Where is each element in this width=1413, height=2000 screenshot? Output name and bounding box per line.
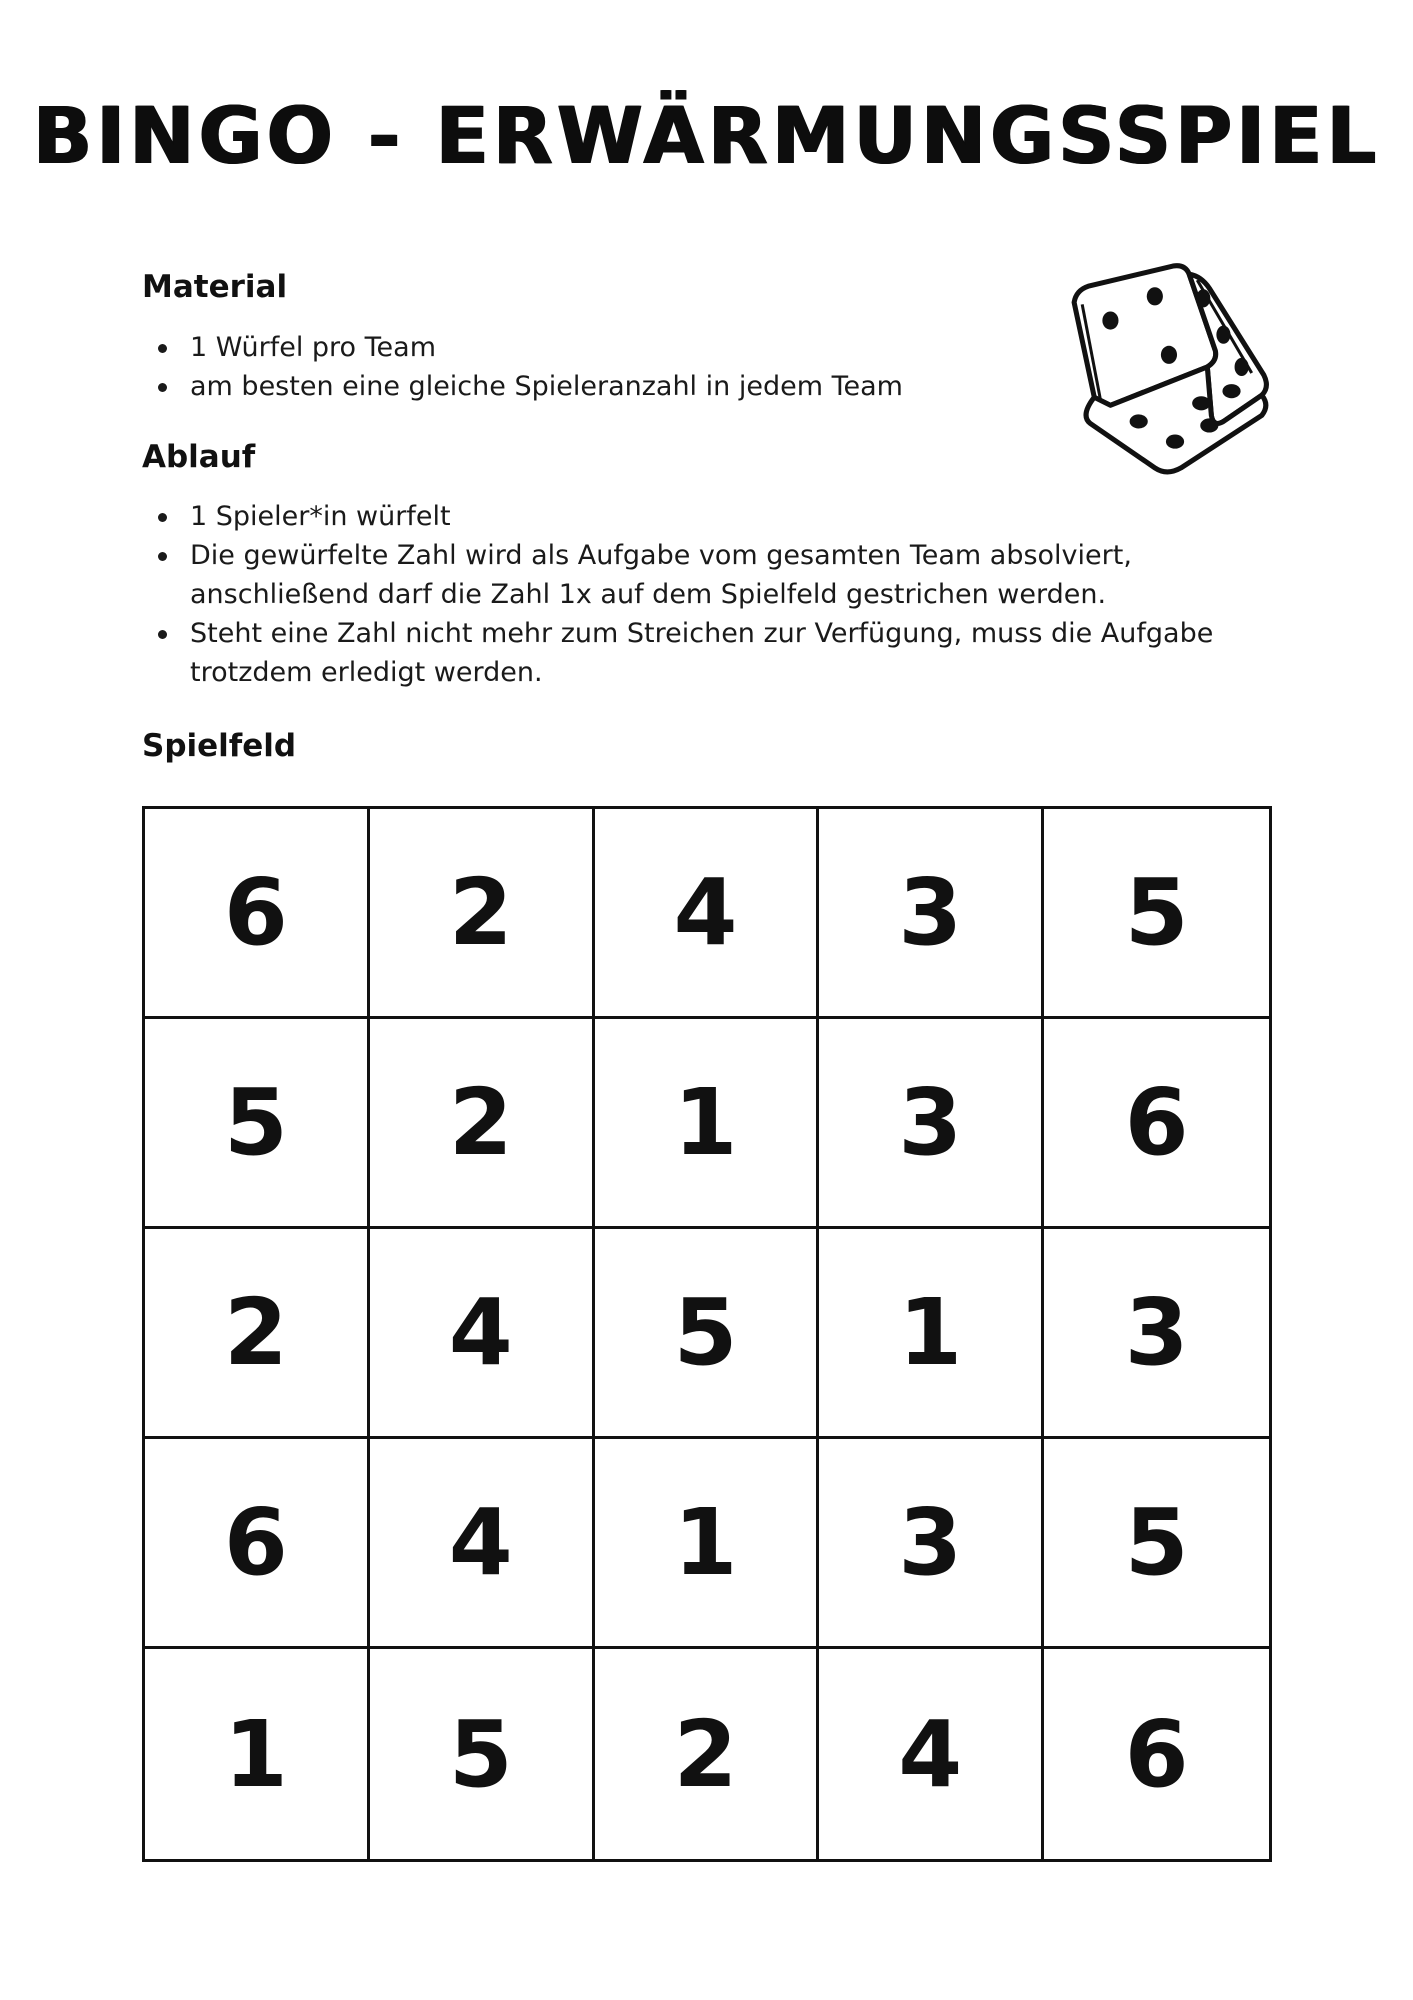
grid-cell: 5 <box>145 1019 370 1229</box>
grid-cell: 1 <box>595 1019 820 1229</box>
grid-cell: 6 <box>1124 1700 1189 1808</box>
material-list-item: am besten eine gleiche Spieleranzahl in jedem Team <box>142 367 1222 406</box>
grid-cell: 2 <box>370 809 595 1019</box>
grid-cell: 4 <box>370 1439 595 1649</box>
ablauf-heading: Ablauf <box>142 439 256 475</box>
grid-cell: 5 <box>1044 1439 1269 1649</box>
grid-cell: 6 <box>145 1439 370 1649</box>
grid-cell: 3 <box>1044 1229 1269 1439</box>
grid-cell: 6 <box>145 809 370 1019</box>
grid-cell: 3 <box>819 1439 1044 1649</box>
grid-cell: 6 <box>1044 1019 1269 1229</box>
ablauf-list-item: 1 Spieler*in würfelt <box>142 497 1222 536</box>
spielfeld-heading: Spielfeld <box>142 728 297 764</box>
ablauf-list-item: Steht eine Zahl nicht mehr zum Streichen zur Verfügung, muss die Aufgabe trotzdem erledigt werden. <box>142 614 1222 692</box>
grid-cell: 1 <box>819 1229 1044 1439</box>
grid-cell: 1 <box>145 1649 370 1859</box>
grid-cell: 5 <box>595 1229 820 1439</box>
ablauf-list-item: Die gewürfelte Zahl wird als Aufgabe vom gesamten Team absolviert, anschließend darf die Zahl 1x auf dem Spielfeld gestrichen werden. <box>142 536 1222 614</box>
grid-cell: 3 <box>819 809 1044 1019</box>
material-list-item: 1 Würfel pro Team <box>142 328 1222 367</box>
grid-cell: 1 <box>595 1439 820 1649</box>
grid-cell: 2 <box>595 1649 820 1859</box>
grid-cell: 4 <box>370 1229 595 1439</box>
material-heading: Material <box>142 269 288 305</box>
grid-cell: 5 <box>1044 809 1269 1019</box>
grid-cell: 3 <box>819 1019 1044 1229</box>
grid-cell: 4 <box>819 1649 1044 1859</box>
ablauf-list <box>142 497 1222 692</box>
material-list <box>142 328 1222 406</box>
grid-cell: 5 <box>370 1649 595 1859</box>
bingo-grid <box>142 806 1272 1862</box>
grid-cell: 2 <box>145 1229 370 1439</box>
grid-cell: 2 <box>370 1019 595 1229</box>
dice-icon <box>1062 262 1284 484</box>
grid-cell: 4 <box>595 809 820 1019</box>
page-title: BINGO - ERWÄRMUNGSSPIEL <box>32 92 1381 182</box>
